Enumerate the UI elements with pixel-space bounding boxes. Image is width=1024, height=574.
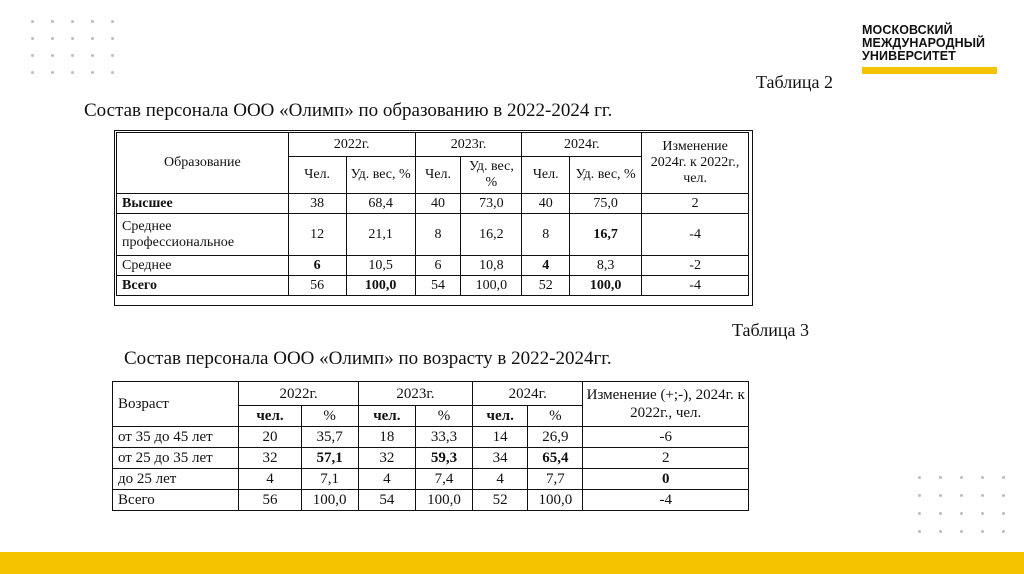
cell: 100,0: [346, 276, 415, 296]
row-label: Высшее: [117, 194, 289, 214]
cell: 100,0: [301, 490, 358, 511]
table-row: [113, 448, 749, 469]
cell: 6: [415, 256, 461, 276]
cell: 38: [288, 194, 346, 214]
cell: 26,9: [528, 427, 583, 448]
header-share-2023: Уд. вес, %: [461, 157, 522, 194]
decorative-dot: [91, 71, 94, 74]
cell: 4: [522, 256, 570, 276]
decorative-dot: [31, 71, 34, 74]
decorative-dot: [939, 512, 942, 515]
cell: 56: [288, 276, 346, 296]
header-share-2024: Уд. вес, %: [570, 157, 642, 194]
row-label: Всего: [113, 490, 239, 511]
cell: 73,0: [461, 194, 522, 214]
header-2024: 2024г.: [522, 133, 642, 157]
education-table: [116, 132, 749, 296]
cell: 8,3: [570, 256, 642, 276]
decorative-dot: [111, 71, 114, 74]
cell: 32: [239, 448, 301, 469]
decorative-dot: [981, 494, 984, 497]
decorative-dot: [1002, 512, 1005, 515]
decorative-dot: [960, 476, 963, 479]
logo-line-1: МОСКОВСКИЙ: [862, 23, 953, 37]
cell: 0: [583, 469, 749, 490]
university-logo: [862, 24, 985, 63]
header-share-2022: Уд. вес, %: [346, 157, 415, 194]
cell: 16,2: [461, 214, 522, 256]
table2-title: Состав персонала ООО «Олимп» по образованию в 2022-2024 гг.: [84, 100, 613, 121]
table2-label: Таблица 2: [756, 72, 833, 92]
row-label: до 25 лет: [113, 469, 239, 490]
decorative-dot: [51, 37, 54, 40]
header-age: Возраст: [113, 382, 239, 427]
header-change: Изменение 2024г. к 2022г., чел.: [642, 133, 749, 194]
cell: 6: [288, 256, 346, 276]
cell: 7,7: [528, 469, 583, 490]
decorative-dot: [981, 476, 984, 479]
cell: 2: [583, 448, 749, 469]
decorative-dot: [51, 71, 54, 74]
cell: 34: [473, 448, 528, 469]
decorative-dot: [939, 530, 942, 533]
row-label: от 25 до 35 лет: [113, 448, 239, 469]
bottom-accent-bar: [0, 552, 1024, 574]
cell: 40: [522, 194, 570, 214]
decorative-dot: [1002, 530, 1005, 533]
cell: 54: [358, 490, 415, 511]
cell: -4: [642, 276, 749, 296]
cell: 10,5: [346, 256, 415, 276]
cell: 59,3: [415, 448, 472, 469]
header-pct-2022: %: [301, 406, 358, 427]
decorative-dot: [111, 54, 114, 57]
decorative-dot: [71, 20, 74, 23]
header-2024: 2024г.: [473, 382, 583, 406]
decorative-dot: [960, 494, 963, 497]
decorative-dot: [111, 37, 114, 40]
cell: 57,1: [301, 448, 358, 469]
table-row: [113, 427, 749, 448]
table3-title: Состав персонала ООО «Олимп» по возрасту в 2022-2024гг.: [124, 348, 612, 369]
cell: 100,0: [415, 490, 472, 511]
cell: -2: [642, 256, 749, 276]
decorative-dot: [1002, 476, 1005, 479]
cell: 7,4: [415, 469, 472, 490]
decorative-dot: [939, 476, 942, 479]
cell: 21,1: [346, 214, 415, 256]
header-pct-2023: %: [415, 406, 472, 427]
table-row: [113, 490, 749, 511]
decorative-dot: [71, 54, 74, 57]
decorative-dot: [31, 54, 34, 57]
decorative-dot: [31, 20, 34, 23]
header-people-2024: Чел.: [522, 157, 570, 194]
decorative-dot: [71, 37, 74, 40]
cell: 32: [358, 448, 415, 469]
table-row: [117, 214, 749, 256]
cell: 8: [415, 214, 461, 256]
cell: 4: [358, 469, 415, 490]
decorative-dot: [918, 530, 921, 533]
cell: 33,3: [415, 427, 472, 448]
logo-line-2: МЕЖДУНАРОДНЫЙ: [862, 36, 986, 50]
cell: 4: [473, 469, 528, 490]
decorative-dot: [91, 54, 94, 57]
cell: 7,1: [301, 469, 358, 490]
header-2022: 2022г.: [239, 382, 358, 406]
cell: -4: [642, 214, 749, 256]
cell: 100,0: [461, 276, 522, 296]
cell: 56: [239, 490, 301, 511]
decorative-dot: [981, 530, 984, 533]
row-label: Среднее: [117, 256, 289, 276]
header-change: Изменение (+;-), 2024г. к 2022г., чел.: [583, 382, 749, 427]
cell: 4: [239, 469, 301, 490]
cell: 68,4: [346, 194, 415, 214]
cell: 65,4: [528, 448, 583, 469]
header-people-2023: чел.: [358, 406, 415, 427]
logo-accent-bar: [862, 67, 997, 74]
cell: 12: [288, 214, 346, 256]
decorative-dot: [918, 476, 921, 479]
decorative-dot: [31, 37, 34, 40]
cell: 100,0: [528, 490, 583, 511]
cell: 2: [642, 194, 749, 214]
cell: 52: [522, 276, 570, 296]
decorative-dot: [51, 54, 54, 57]
header-2023: 2023г.: [415, 133, 522, 157]
cell: 52: [473, 490, 528, 511]
table-row: [117, 276, 749, 296]
row-label: Среднее профессиональное: [117, 214, 289, 256]
cell: 35,7: [301, 427, 358, 448]
decorative-dot: [939, 494, 942, 497]
decorative-dot: [918, 512, 921, 515]
cell: 14: [473, 427, 528, 448]
header-education: Образование: [117, 133, 289, 194]
decorative-dot: [91, 37, 94, 40]
decorative-dot: [71, 71, 74, 74]
age-table: [112, 381, 749, 511]
header-pct-2024: %: [528, 406, 583, 427]
decorative-dot: [981, 512, 984, 515]
header-people-2022: Чел.: [288, 157, 346, 194]
decorative-dot: [1002, 494, 1005, 497]
cell: 40: [415, 194, 461, 214]
row-label: Всего: [117, 276, 289, 296]
cell: 10,8: [461, 256, 522, 276]
decorative-dot: [918, 494, 921, 497]
row-label: от 35 до 45 лет: [113, 427, 239, 448]
cell: -6: [583, 427, 749, 448]
cell: 54: [415, 276, 461, 296]
table-row: [113, 469, 749, 490]
header-people-2022: чел.: [239, 406, 301, 427]
logo-line-3: УНИВЕРСИТЕТ: [862, 49, 956, 63]
decorative-dot: [960, 512, 963, 515]
table-row: [117, 194, 749, 214]
table3-label: Таблица 3: [732, 320, 809, 340]
header-2023: 2023г.: [358, 382, 472, 406]
decorative-dot: [960, 530, 963, 533]
header-people-2023: Чел.: [415, 157, 461, 194]
cell: 18: [358, 427, 415, 448]
cell: 8: [522, 214, 570, 256]
cell: -4: [583, 490, 749, 511]
decorative-dot: [111, 20, 114, 23]
decorative-dot: [51, 20, 54, 23]
cell: 100,0: [570, 276, 642, 296]
cell: 75,0: [570, 194, 642, 214]
header-2022: 2022г.: [288, 133, 415, 157]
cell: 20: [239, 427, 301, 448]
header-people-2024: чел.: [473, 406, 528, 427]
table-row: [117, 256, 749, 276]
cell: 16,7: [570, 214, 642, 256]
decorative-dot: [91, 20, 94, 23]
